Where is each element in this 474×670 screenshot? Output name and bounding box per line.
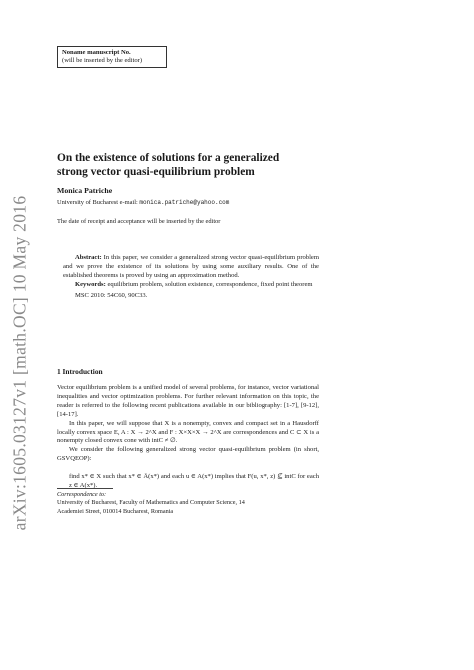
keywords-label: Keywords: — [75, 280, 106, 288]
problem-statement: find x* ∈ X such that x* ∈ Ā(x*) and each u ∈ A(x*) implies that F(u, x*, z) ⊈ intC for each z ∈ A(x*). — [69, 473, 319, 490]
intro-paragraph-2: In this paper, we will suppose that X is a nonempty, convex and compact set in a Hausdorff locally convex space E, A : X → 2^X and F : X×X×X → 2^X are correspondences and C ⊂ X is a nonempty closed convex cone with intC ≠ ∅. — [57, 419, 319, 445]
abstract-text: In this paper, we consider a generalized strong vector quasi-equilibrium problem and we prove the existence of its solutions by using some auxiliary results. One of the established theorems is proved by using an approximation method. — [63, 254, 319, 279]
abstract-label: Abstract: — [75, 254, 102, 261]
intro-paragraph-3: We consider the following generalized strong vector quasi-equilibrium problem (in short, GSVQEOP): — [57, 446, 319, 463]
author-email: monica.patriche@yahoo.com — [139, 199, 230, 206]
paper-title-line-2: strong vector quasi-equilibrium problem — [57, 166, 255, 178]
manuscript-number-label: Noname manuscript No. — [62, 49, 131, 56]
footnote-label: Correspondence to: — [57, 491, 107, 498]
arxiv-identifier: arXiv:1605.03127v1 [math.OC] 10 May 2016 — [9, 195, 30, 531]
author-affiliation — [57, 199, 229, 206]
author-name: Monica Patriche — [57, 186, 113, 195]
footnote-line-2: Academiei Street, 010014 Bucharest, Romania — [57, 507, 174, 515]
paper-title — [57, 151, 357, 179]
manuscript-number-note: (will be inserted by the editor) — [62, 57, 143, 65]
abstract-paragraph — [63, 254, 319, 281]
abstract-block — [63, 254, 319, 301]
affiliation-text: University of Bucharest e-mail: — [57, 199, 138, 206]
section-heading: 1 Introduction — [57, 367, 103, 376]
manuscript-number-box — [57, 46, 167, 68]
arxiv-stamp — [0, 0, 40, 670]
keywords-text: equilibrium problem, solution existence, correspondence, fixed point theorem — [107, 280, 313, 288]
footnote-line-1: University of Bucharest, Faculty of Mathematics and Computer Science, 14 — [57, 499, 245, 507]
footnote-divider — [57, 488, 113, 489]
paper-title-line-1: On the existence of solutions for a generalized — [57, 152, 280, 164]
keywords-paragraph — [63, 281, 319, 290]
msc-classification: MSC 2010: 54C60, 90C33. — [75, 291, 148, 299]
intro-paragraph-1: Vector equilibrium problem is a unified model of several problems, for instance, vector variational inequalities and vector optimization problems. For further relevant information on this topic, the reader is referred to the following recent publications available in our bibliography: [1-7], [9-12], [14-17]. — [57, 384, 319, 418]
introduction-body — [57, 384, 319, 491]
footnote — [57, 491, 319, 516]
receipt-note: The date of receipt and acceptance will be inserted by the editor — [57, 218, 221, 225]
